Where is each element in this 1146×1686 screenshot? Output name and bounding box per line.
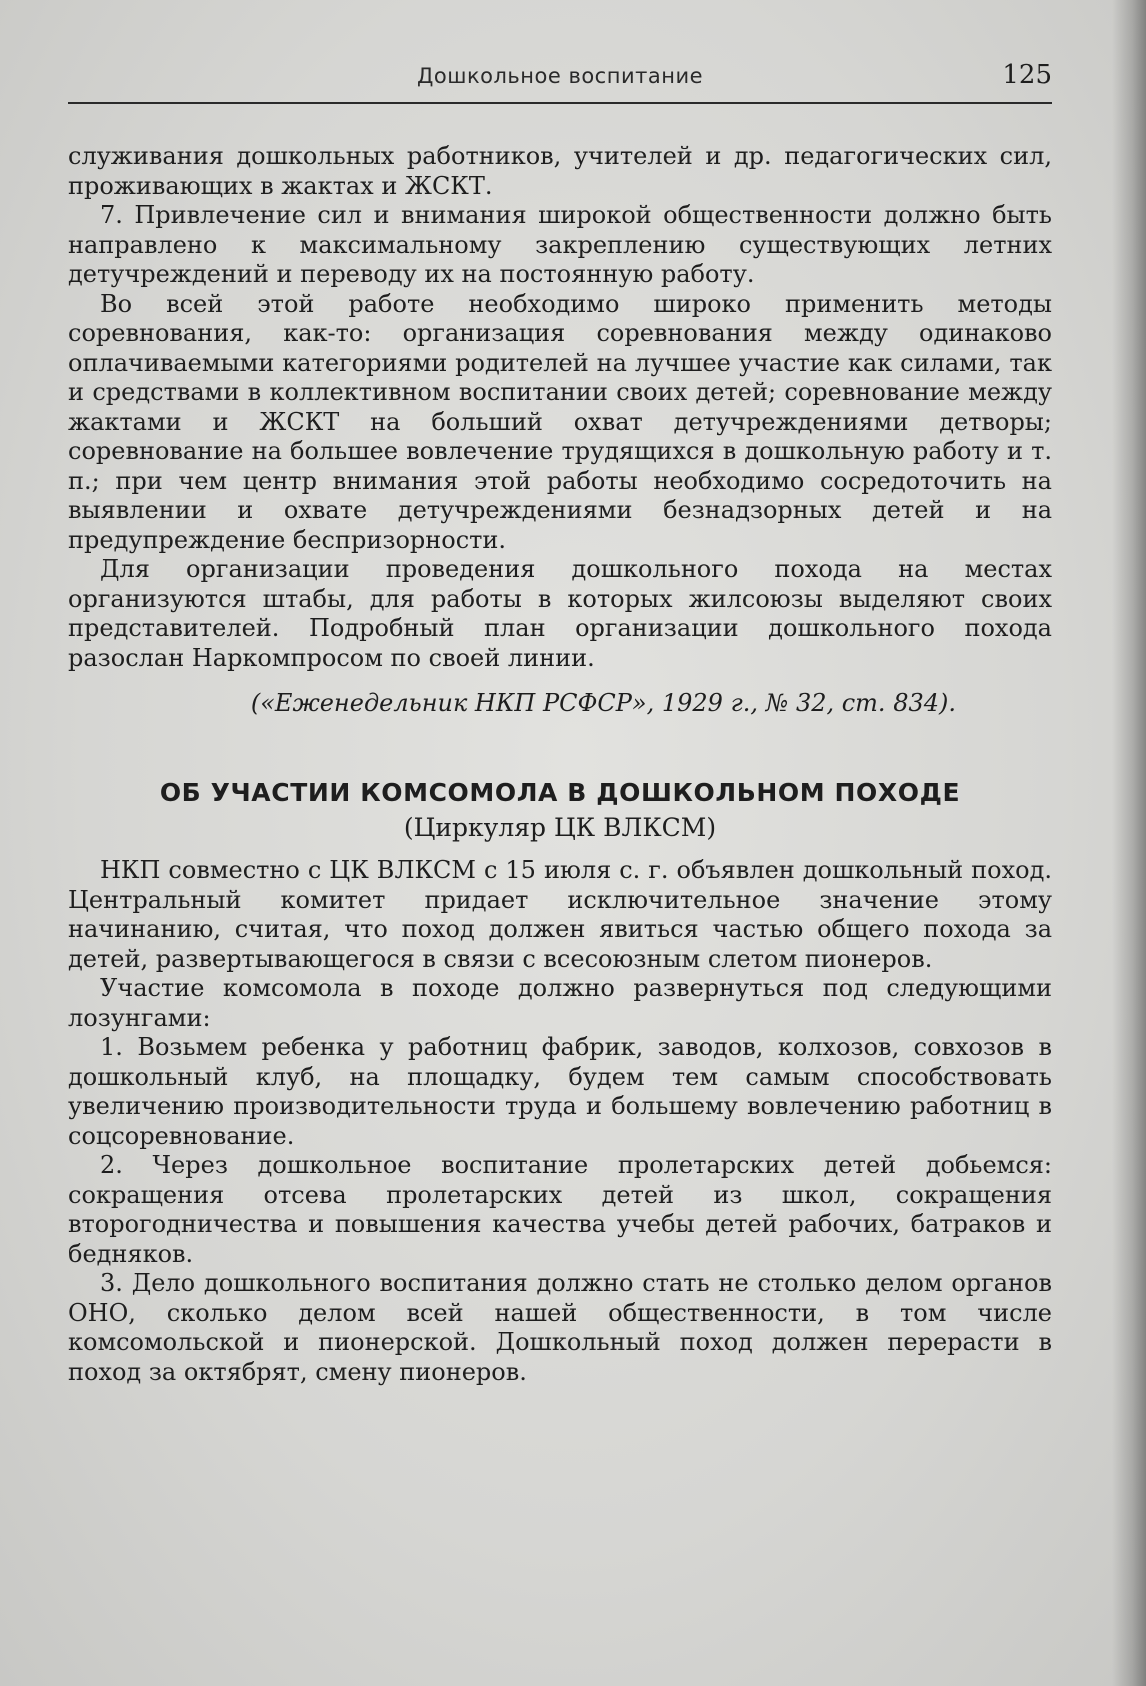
- section-title: ОБ УЧАСТИИ КОМСОМОЛА В ДОШКОЛЬНОМ ПОХОДЕ: [159, 777, 961, 807]
- source-citation: («Еженедельник НКП РСФСР», 1929 г., № 32, ст. 834).: [250, 689, 956, 717]
- section-subtitle: (Циркуляр ЦК ВЛКСМ): [403, 812, 717, 842]
- paragraph-intro: НКП совместно с ЦК ВЛКСМ с 15 июля с. г. объявлен дошкольный поход. Центральный комитет придает исключительное значение этому начинанию, считая, что поход должен явиться частью общего похода за детей, развертывающегося в связи с всесоюзным слетом пионеров.: [68, 856, 1052, 973]
- paragraph-competition: Во всей этой работе необходимо широко применить методы соревнования, как-то: организация соревнования между одинаково оплачиваемыми категориями родителей на лучшее участие как силами, так и средствами в коллективном воспитании своих детей; соревнование между жактами и ЖСКТ на больший охват детучреждениями детворы; соревнование на большее вовлечение трудящихся в дошкольную работу и т. п.; при чем центр внимания этой работы необходимо сосредоточить на выявлении и охвате детучреждениями безнадзорных детей и на предупреждение беспризорности.: [68, 289, 1052, 554]
- list-item-1: 1. Возьмем ребенка у работниц фабрик, заводов, колхозов, совхозов в дошкольный клуб, на площадку, будем тем самым способствовать увеличению производительности труда и большему вовлечению работниц в соцсоревнование.: [68, 1033, 1052, 1150]
- paragraph-slogans-lead: Участие комсомола в походе должно развернуться под следующими лозунгами:: [68, 974, 1052, 1032]
- paragraph-continuation: служивания дошкольных работников, учителей и др. педагогических сил, проживающих в жактах и ЖСКТ.: [68, 142, 1052, 200]
- paragraph-organization: Для организации проведения дошкольного похода на местах организуются штабы, для работы в которых жилсоюзы выделяют своих представителей. Подробный план организации дошкольного похода разослан Наркомпросом по своей линии.: [68, 555, 1052, 672]
- text-column: [68, 142, 1052, 1387]
- list-item-3: 3. Дело дошкольного воспитания должно стать не столько делом органов ОНО, сколько делом всей нашей общественности, в том числе комсомольской и пионерской. Дошкольный поход должен перерасти в поход за октябрят, смену пионеров.: [68, 1269, 1052, 1386]
- page-edge-shadow: [1112, 0, 1146, 1686]
- page-header: [68, 58, 1052, 104]
- running-title: Дошкольное воспитание: [416, 64, 704, 88]
- list-item-2: 2. Через дошкольное воспитание пролетарских детей добьемся: сокращения отсева пролетарских детей из школ, сокращения второгодничества и повышения качества учебы детей рабочих, батраков и бедняков.: [68, 1151, 1052, 1268]
- paragraph-item-7: 7. Привлечение сил и внимания широкой общественности должно быть направлено к максимальному закреплению существующих летних детучреждений и переводу их на постоянную работу.: [68, 201, 1052, 288]
- page-number: 125: [1002, 60, 1052, 90]
